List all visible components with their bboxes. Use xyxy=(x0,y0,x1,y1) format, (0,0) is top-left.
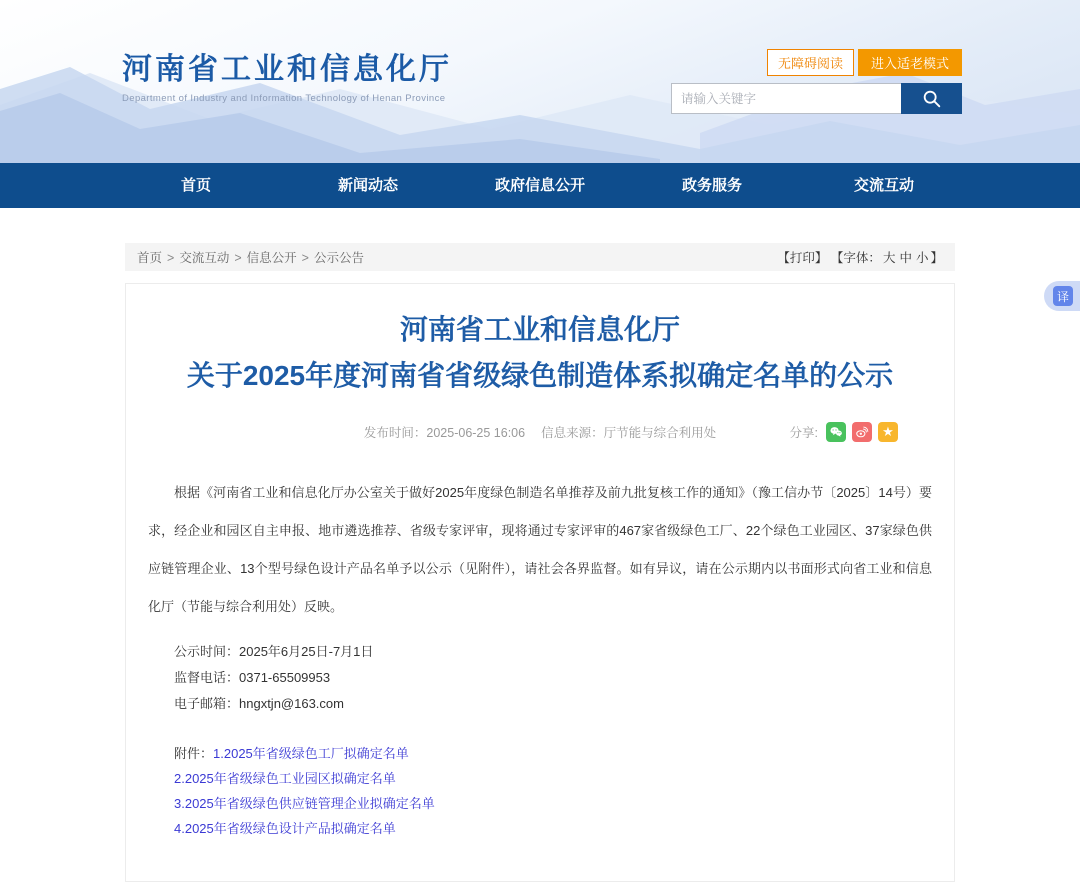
weibo-icon xyxy=(855,425,869,439)
wechat-icon xyxy=(829,425,843,439)
article-meta xyxy=(148,422,932,444)
site-logo xyxy=(122,44,452,104)
search-button[interactable] xyxy=(901,83,962,114)
breadcrumb-interaction[interactable]: 交流互动 xyxy=(179,251,230,265)
article-body xyxy=(148,474,932,841)
supervision-phone-line: 监督电话：0371-65509953 xyxy=(174,670,331,685)
site-header xyxy=(0,0,1080,163)
nav-item-home[interactable]: 首页 xyxy=(180,177,211,194)
font-size-medium-button[interactable]: 中 xyxy=(899,251,912,265)
breadcrumb xyxy=(137,248,364,266)
article-title-line1: 河南省工业和信息化厅 xyxy=(399,314,680,345)
source-value: 厅节能与综合利用处 xyxy=(603,426,717,440)
header-mode-buttons xyxy=(671,49,962,76)
breadcrumb-separator: > xyxy=(167,251,175,265)
attachment-line-1 xyxy=(148,741,932,766)
attachment-link-green-design[interactable]: 4.2025年省级绿色设计产品拟确定名单 xyxy=(174,821,396,836)
breadcrumb-separator: > xyxy=(234,251,242,265)
email-line: 电子邮箱：hngxtjn@163.com xyxy=(174,696,344,711)
breadcrumb-info-disclosure[interactable]: 信息公开 xyxy=(246,251,297,265)
translate-icon: 译 xyxy=(1053,286,1073,306)
publish-time-label: 发布时间： xyxy=(363,426,427,440)
font-size-label-close: 】 xyxy=(930,251,943,265)
font-size-label: 【字体： xyxy=(830,251,881,265)
attachment-link-green-factory[interactable]: 1.2025年省级绿色工厂拟确定名单 xyxy=(213,746,409,761)
source-label: 信息来源： xyxy=(528,426,604,440)
attachment-link-industrial-park[interactable]: 2.2025年省级绿色工业园区拟确定名单 xyxy=(174,771,396,786)
header-controls xyxy=(671,49,962,114)
attachment-line-3 xyxy=(148,791,932,816)
elderly-mode-button[interactable]: 进入适老模式 xyxy=(858,49,962,76)
nav-item-gov-info[interactable]: 政府信息公开 xyxy=(494,177,585,194)
search-bar xyxy=(671,83,962,114)
search-input[interactable] xyxy=(671,83,901,114)
search-icon xyxy=(921,88,943,110)
article-title xyxy=(148,310,932,396)
site-subtitle: Department of Industry and Information Technology of Henan Province xyxy=(122,93,446,104)
attachment-line-4 xyxy=(148,816,932,841)
article-card xyxy=(125,283,955,882)
accessibility-reading-button[interactable]: 无障碍阅读 xyxy=(767,49,854,76)
nav-item-interaction[interactable]: 交流互动 xyxy=(853,177,914,194)
breadcrumb-announcements[interactable]: 公示公告 xyxy=(313,251,364,265)
share-wechat-button[interactable] xyxy=(826,422,846,442)
main-nav-inner xyxy=(110,163,970,208)
publicity-period-line: 公示时间：2025年6月25日-7月1日 xyxy=(174,644,374,659)
attachments xyxy=(148,741,932,841)
share-label: 分享: xyxy=(789,426,818,440)
font-size-small-button[interactable]: 小 xyxy=(915,251,929,265)
site-title: 河南省工业和信息化厅 xyxy=(122,53,452,86)
font-size-large-button[interactable]: 大 xyxy=(882,251,896,265)
share-weibo-button[interactable] xyxy=(852,422,872,442)
breadcrumb-home[interactable]: 首页 xyxy=(137,251,163,265)
breadcrumb-bar xyxy=(125,243,955,271)
publish-time: 2025-06-25 16:06 xyxy=(426,426,526,440)
translate-button[interactable] xyxy=(1044,281,1080,311)
nav-item-news[interactable]: 新闻动态 xyxy=(337,177,398,194)
article-paragraph: 根据《河南省工业和信息化厅办公室关于做好2025年度绿色制造名单推荐及前九批复核工作的通知》（豫工信办节〔2025〕14号）要求，经企业和园区自主申报、地市遴选推荐、省级专家评审，现将通过专家评审的467家省级绿色工厂、22个绿色工业园区、37家绿色供应链管理企业、13个型号绿色设计产品名单予以公示（见附件），请社会各界监督。如有异议，请在公示期内以书面形式向省工业和信息化厅（节能与综合利用处）反映。 xyxy=(148,485,932,614)
page-tools xyxy=(777,248,943,266)
attachment-link-supply-chain[interactable]: 3.2025年省级绿色供应链管理企业拟确定名单 xyxy=(174,796,435,811)
share-favorite-button[interactable] xyxy=(878,422,898,442)
nav-item-services[interactable]: 政务服务 xyxy=(681,177,742,194)
main-nav xyxy=(0,163,1080,208)
attachment-label: 附件： xyxy=(174,746,214,761)
breadcrumb-separator: > xyxy=(301,251,309,265)
article-title-line2: 关于2025年度河南省省级绿色制造体系拟确定名单的公示 xyxy=(186,360,894,391)
share-box xyxy=(790,422,898,442)
print-button[interactable]: 【打印】 xyxy=(777,251,828,265)
contact-lines xyxy=(148,639,932,717)
attachment-line-2 xyxy=(148,766,932,791)
star-icon: ★ xyxy=(882,424,894,439)
